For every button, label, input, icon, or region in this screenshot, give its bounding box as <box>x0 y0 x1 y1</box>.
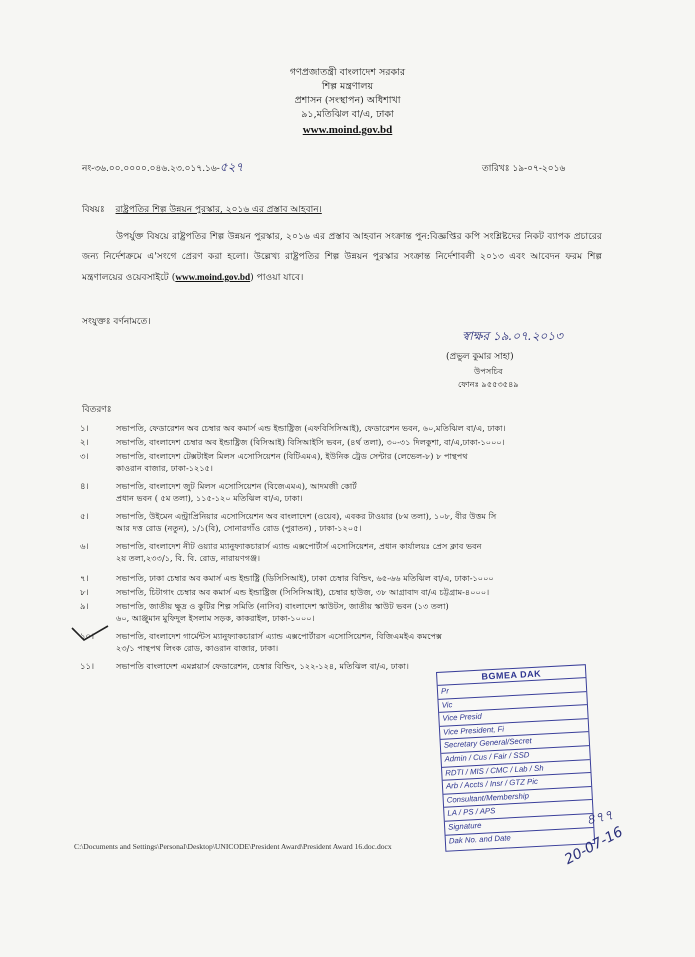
stamp-handwritten-number: ৪৭৭ <box>584 807 615 829</box>
distribution-item-line: প্রধান ভবন ( ৫ম তলা), ১১৫-১২০ মতিঝিল বা/এ, ঢাকা। <box>116 493 303 503</box>
distribution-item <box>116 436 586 448</box>
stamp-row: Vice President, Fi <box>440 719 589 740</box>
letterhead <box>0 66 695 138</box>
distribution-item-line: কাওরান বাজার, ঢাকা-১২১৫। <box>116 463 213 473</box>
body-paragraph <box>82 227 602 288</box>
check-mark-icon <box>70 624 110 644</box>
distribution-item-line: সভাপতি, জাতীয় ক্ষুদ্র ও কুটির শিল্প সমিতি (নাসিব) বাংলাদেশ স্কাউটস, জাতীয় স্কাউট ভবন (১৩ তলা) <box>116 601 449 611</box>
distribution-item <box>116 586 586 598</box>
body-end-text: ) পাওয়া যাবে। <box>250 272 304 283</box>
handwritten-signature: স্বাক্ষর ১৯.০৭.২০১৩ <box>462 329 563 343</box>
stamp-row: Vice Presid <box>439 705 588 726</box>
subject-label: বিষয়ঃ <box>82 205 105 215</box>
signatory-designation: উপসচিব <box>474 366 503 376</box>
distribution-item-line: ৬০, আঞ্জুমান মুফিদুল ইসলাম সড়ক, কাকরাইল, ঢাকা-১০০০। <box>116 613 315 623</box>
distribution-item-number: ২। <box>80 438 89 448</box>
distribution-item-line: সভাপতি, বাংলাদেশ জুট মিলস এসোসিয়েশন (বিজেএমএ), আদমজী কোর্ট <box>116 481 357 491</box>
distribution-item-number: ৮। <box>80 588 89 598</box>
distribution-item-line: আর দত্ত রোড (নতুন), ১/১(বি), সোনারগাঁও রোড (পুরাতন) , ঢাকা-১২০৫। <box>116 523 362 533</box>
distribution-item-number: ১১। <box>80 662 95 672</box>
distribution-item-line: সভাপতি, চিটাগাং চেম্বার অব কমার্স এন্ড ইন্ডাষ্ট্রিজ (সিসিসিআই), চেম্বার হাউজ, ৩৮ আগ্রাবাদ বা/এ চট্টগ্রাম-৪০০০। <box>116 587 490 597</box>
distribution-item-line: সভাপতি বাংলাদেশ এমপ্লয়ার্স ফেডারেশন, চেম্বার বিল্ডিং, ১২২-১২৪, মতিঝিল বা/এ, ঢাকা। <box>116 661 409 671</box>
subject-line <box>82 204 322 217</box>
distribution-item-number: ৩। <box>80 452 89 462</box>
distribution-item-number: ৭। <box>80 574 89 584</box>
distribution-item <box>116 572 586 584</box>
stamp-row: RDTI / MIS / CMC / Lab / Sh <box>442 760 591 781</box>
receipt-stamp <box>436 664 595 852</box>
stamp-row: Dak No. and Date <box>448 832 511 846</box>
distribution-item-line: সভাপতি, বাংলাদেশ টেক্সটাইল মিলস এসোসিয়েশন (বিটিএমএ), ইউনিক ট্রেড সেন্টার (লেভেল-৮) ৮ পান্থপথ <box>116 451 468 461</box>
ministry-website-link[interactable]: www.moind.gov.bd <box>302 124 393 136</box>
memo-date: তারিখঃ ১৯-০৭-২০১৬ <box>482 164 566 174</box>
distribution-heading: বিতরণঃ <box>82 405 112 415</box>
distribution-item-number: ৯। <box>80 602 89 612</box>
distribution-item <box>116 510 586 534</box>
stamp-handwritten-date: 20-07-16 <box>561 824 626 868</box>
body-main-text: উপর্যুক্ত বিষয়ে রাষ্ট্রপতির শিল্প উন্নয়ন পুরস্কার, ২০১৬ এর প্রস্তাব আহবান সংক্রান্ত পুন:বিজ্ঞপ্তির কপি সংশ্লিষ্টদের নিকট ব্যাপক প্রচারের জন্য নির্দেশক্রমে এ'সংগে প্রেরণ করা হলো। উল্লেখ্য রাষ্ট্রপতির শিল্প উন্নয়ন পুরস্কার সংক্রান্ত নির্দেশাবলী ২০১৩ এবং আবেদন ফরম শিল্প মন্ত্রণালয়ের ওয়েবসাইটে ( <box>82 231 602 283</box>
ministry-name: শিল্প মন্ত্রণালয় <box>321 81 374 92</box>
stamp-row: Consultant/Membership <box>443 787 592 808</box>
office-address: ৯১,মতিঝিল বা/এ, ঢাকা <box>301 109 394 120</box>
distribution-item-line: ২৩/১ পান্থপথ লিংক রোড, কাওরান বাজার, ঢাকা। <box>116 643 279 653</box>
signatory-phone: ফোনঃ ৯৫৫৩৫৪৯ <box>458 379 519 389</box>
distribution-item-line: সভাপতি, বাংলাদেশ গার্মেন্টস ম্যানুফ্যাকচারার্স এ্যান্ড এক্সপোর্টারস এসোসিয়েশন, বিজিএমইএ কমপেক্স <box>116 631 443 641</box>
wing-name: প্রশাসন (সংস্থাপন) অধিশাখা <box>294 95 401 106</box>
distribution-item-line: ২য় তলা,২৩৩/১, বি. বি. রোড, নারায়ণগঞ্জ। <box>116 553 261 563</box>
distribution-item-number: ১০। <box>80 632 95 642</box>
distribution-item-line: সভাপতি, বাংলাদেশ চেম্বার অব ইন্ডাষ্ট্রিজ (বিসিআই) বিসিআইসি ভবন, (৪র্থ তলা), ৩০-৩১ দিলকুশা, বা/এ,ঢাকা-১০০০। <box>116 437 505 447</box>
signatory-name: (প্রভুল কুমার সাহা) <box>446 352 514 362</box>
body-website-link[interactable]: www.moind.gov.bd <box>175 272 251 282</box>
distribution-item-number: ৫। <box>80 512 89 522</box>
distribution-item-line: সভাপতি, উইমেন এন্ট্রাপ্রিনিয়ার এসোসিয়েশন অব বাংলাদেশ (ওয়েব), এবকর টাওয়ার (৮ম তলা), ১০৮, বীর উত্তম সি <box>116 511 497 521</box>
stamp-row: Signature <box>445 814 594 835</box>
attachment-note: সংযুক্তঃ বর্ণনামতে। <box>82 317 151 327</box>
distribution-item <box>116 450 586 474</box>
memo-number-handwritten: ৫২৭ <box>219 160 244 174</box>
stamp-row: Arb / Accts / Insr / GTZ Pic <box>443 773 592 794</box>
gov-name: গণপ্রজাতন্ত্রী বাংলাদেশ সরকার <box>289 67 406 78</box>
stamp-row: Admin / Cus / Fair / SSD <box>441 746 590 767</box>
stamp-title: BGMEA DAK <box>437 665 585 686</box>
distribution-item <box>116 540 586 564</box>
stamp-row: Secretary General/Secret <box>441 732 590 753</box>
stamp-row: Vic <box>438 692 587 713</box>
footer-file-path: C:\Documents and Settings\Personal\Desktop\UNICODE\President Award\President Award 16.doc.docx <box>74 842 392 851</box>
distribution-item <box>116 630 586 654</box>
distribution-item-line: সভাপতি, বাংলাদেশ নীট ওয়্যার ম্যানুফ্যাকচারার্স এ্যান্ড এক্সপোর্টার্স এসোসিয়েশন, প্রধান কার্যালয়ঃ প্রেস ক্লাব ভবন <box>116 541 482 551</box>
distribution-item-number: ৬। <box>80 542 89 552</box>
distribution-item-number: ৪। <box>80 482 89 492</box>
distribution-item-line: সভাপতি, ঢাকা চেম্বার অব কমার্স এন্ড ইন্ডাষ্ট্রি (ডিসিসিআই), ঢাকা চেম্বার বিল্ডিং, ৬৫-৬৬ মতিঝিল বা/এ, ঢাকা-১০০০ <box>116 573 494 583</box>
distribution-item-line: সভাপতি, ফেডারেশন অব চেম্বার অব কমার্স এন্ড ইন্ডাষ্ট্রিজ (এফবিসিসিআই), ফেডারেশন ভবন, ৬০,মতিঝিল বা/এ, ঢাকা। <box>116 423 506 433</box>
stamp-row: Pr <box>438 678 587 699</box>
distribution-item <box>116 480 586 504</box>
distribution-item-number: ১। <box>80 424 89 434</box>
memo-number <box>82 161 243 176</box>
subject-text: রাষ্ট্রপতির শিল্প উন্নয়ন পুরস্কার, ২০১৬ এর প্রস্তাব আহবান। <box>115 205 322 215</box>
distribution-item <box>116 600 586 624</box>
stamp-rows <box>438 678 594 848</box>
distribution-item <box>116 422 586 434</box>
stamp-row: LA / PS / APS <box>444 800 593 821</box>
memo-number-text: নং-৩৬.০০.০০০০.০৪৬.২৩.০১৭.১৬- <box>82 164 220 174</box>
